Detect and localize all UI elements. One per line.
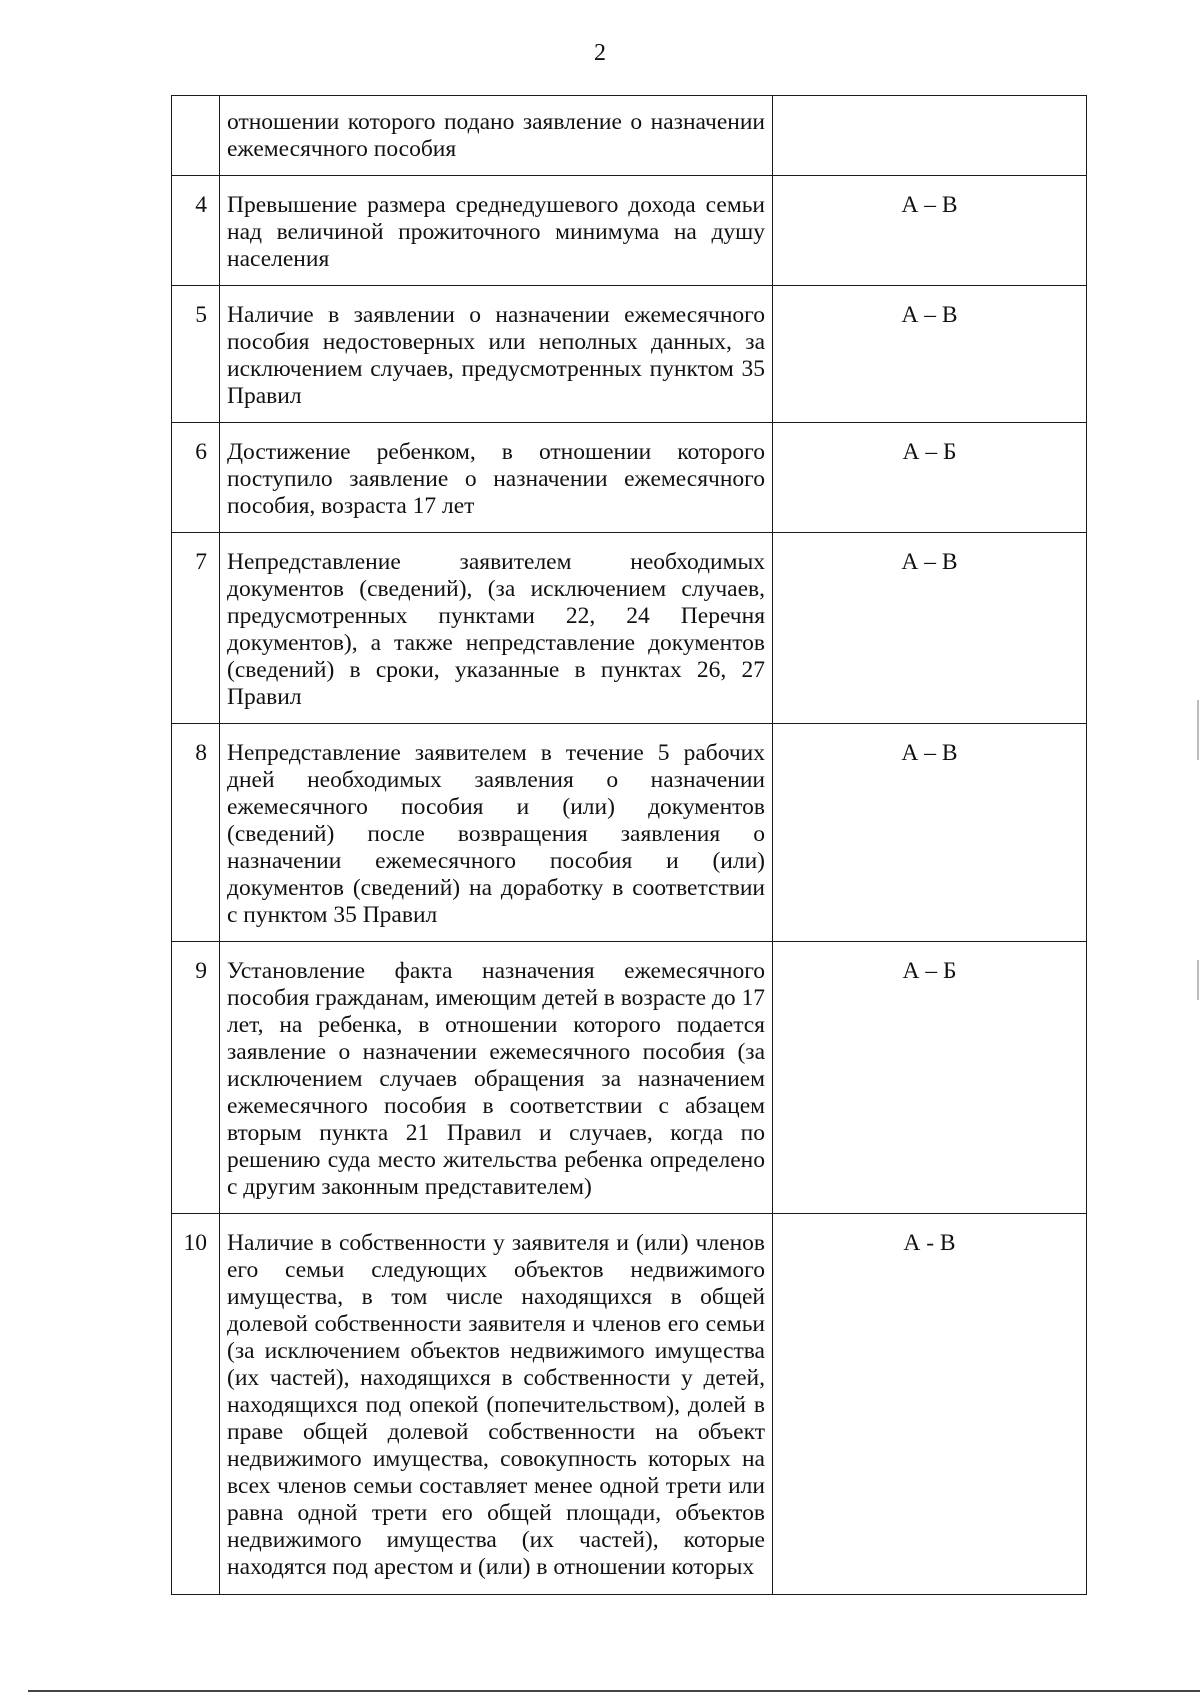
table-row <box>172 533 1087 724</box>
row-code: А - В <box>773 1214 1087 1595</box>
row-number: 7 <box>172 533 220 724</box>
table-row <box>172 1214 1087 1595</box>
row-text: отношении которого подано заявление о назначении ежемесячного пособия <box>220 96 773 176</box>
row-text: Наличие в заявлении о назначении ежемесячного пособия недостоверных или неполных данных, за исключением случаев, предусмотренных пунктом 35 Правил <box>220 286 773 423</box>
scan-edge-mark <box>1197 700 1199 760</box>
row-text: Непредставление заявителем в течение 5 рабочих дней необходимых заявления о назначении ежемесячного пособия и (или) документов (сведений) после возвращения заявления о назначении ежемесячного пособия и (или) документов (сведений) на доработку в соответствии с пунктом 35 Правил <box>220 724 773 942</box>
table-row <box>172 942 1087 1214</box>
row-text: Установление факта назначения ежемесячного пособия гражданам, имеющим детей в возрасте до 17 лет, на ребенка, в отношении которого подается заявление о назначении ежемесячного пособия (за исключением случаев обращения за назначением ежемесячного пособия в соответствии с абзацем вторым пункта 21 Правил и случаев, когда по решению суда место жительства ребенка определено с другим законным представителем) <box>220 942 773 1214</box>
table-row <box>172 423 1087 533</box>
row-number: 8 <box>172 724 220 942</box>
row-code: А – В <box>773 286 1087 423</box>
row-text: Непредставление заявителем необходимых документов (сведений), (за исключением случаев, предусмотренных пунктами 22, 24 Перечня документов), а также непредставление документов (сведений) в сроки, указанные в пунктах 26, 27 Правил <box>220 533 773 724</box>
row-number <box>172 96 220 176</box>
row-code: А – В <box>773 724 1087 942</box>
row-text: Превышение размера среднедушевого дохода семьи над величиной прожиточного минимума на душу населения <box>220 176 773 286</box>
row-code: А – Б <box>773 423 1087 533</box>
table-row <box>172 724 1087 942</box>
row-code: А – Б <box>773 942 1087 1214</box>
page-number: 2 <box>594 40 606 66</box>
page-bottom-rule <box>28 1690 1200 1692</box>
row-code: А – В <box>773 176 1087 286</box>
row-number: 9 <box>172 942 220 1214</box>
table-row <box>172 176 1087 286</box>
row-number: 4 <box>172 176 220 286</box>
row-number: 6 <box>172 423 220 533</box>
row-number: 10 <box>172 1214 220 1595</box>
row-code <box>773 96 1087 176</box>
row-number: 5 <box>172 286 220 423</box>
row-text: Наличие в собственности у заявителя и (или) членов его семьи следующих объектов недвижимого имущества, в том числе находящихся в общей долевой собственности заявителя и членов его семьи (за исключением объектов недвижимого имущества (их частей), находящихся в собственности у детей, находящихся под опекой (попечительством), долей в праве общей долевой собственности на объект недвижимого имущества, совокупность которых на всех членов семьи составляет менее одной трети или равна одной трети его общей площади, объектов недвижимого имущества (их частей), которые находятся под арестом и (или) в отношении которых <box>220 1214 773 1595</box>
row-text: Достижение ребенком, в отношении которого поступило заявление о назначении ежемесячного пособия, возраста 17 лет <box>220 423 773 533</box>
scan-edge-mark <box>1197 960 1199 1000</box>
row-code: А – В <box>773 533 1087 724</box>
table-row <box>172 96 1087 176</box>
table-row <box>172 286 1087 423</box>
document-table <box>171 95 1087 1595</box>
